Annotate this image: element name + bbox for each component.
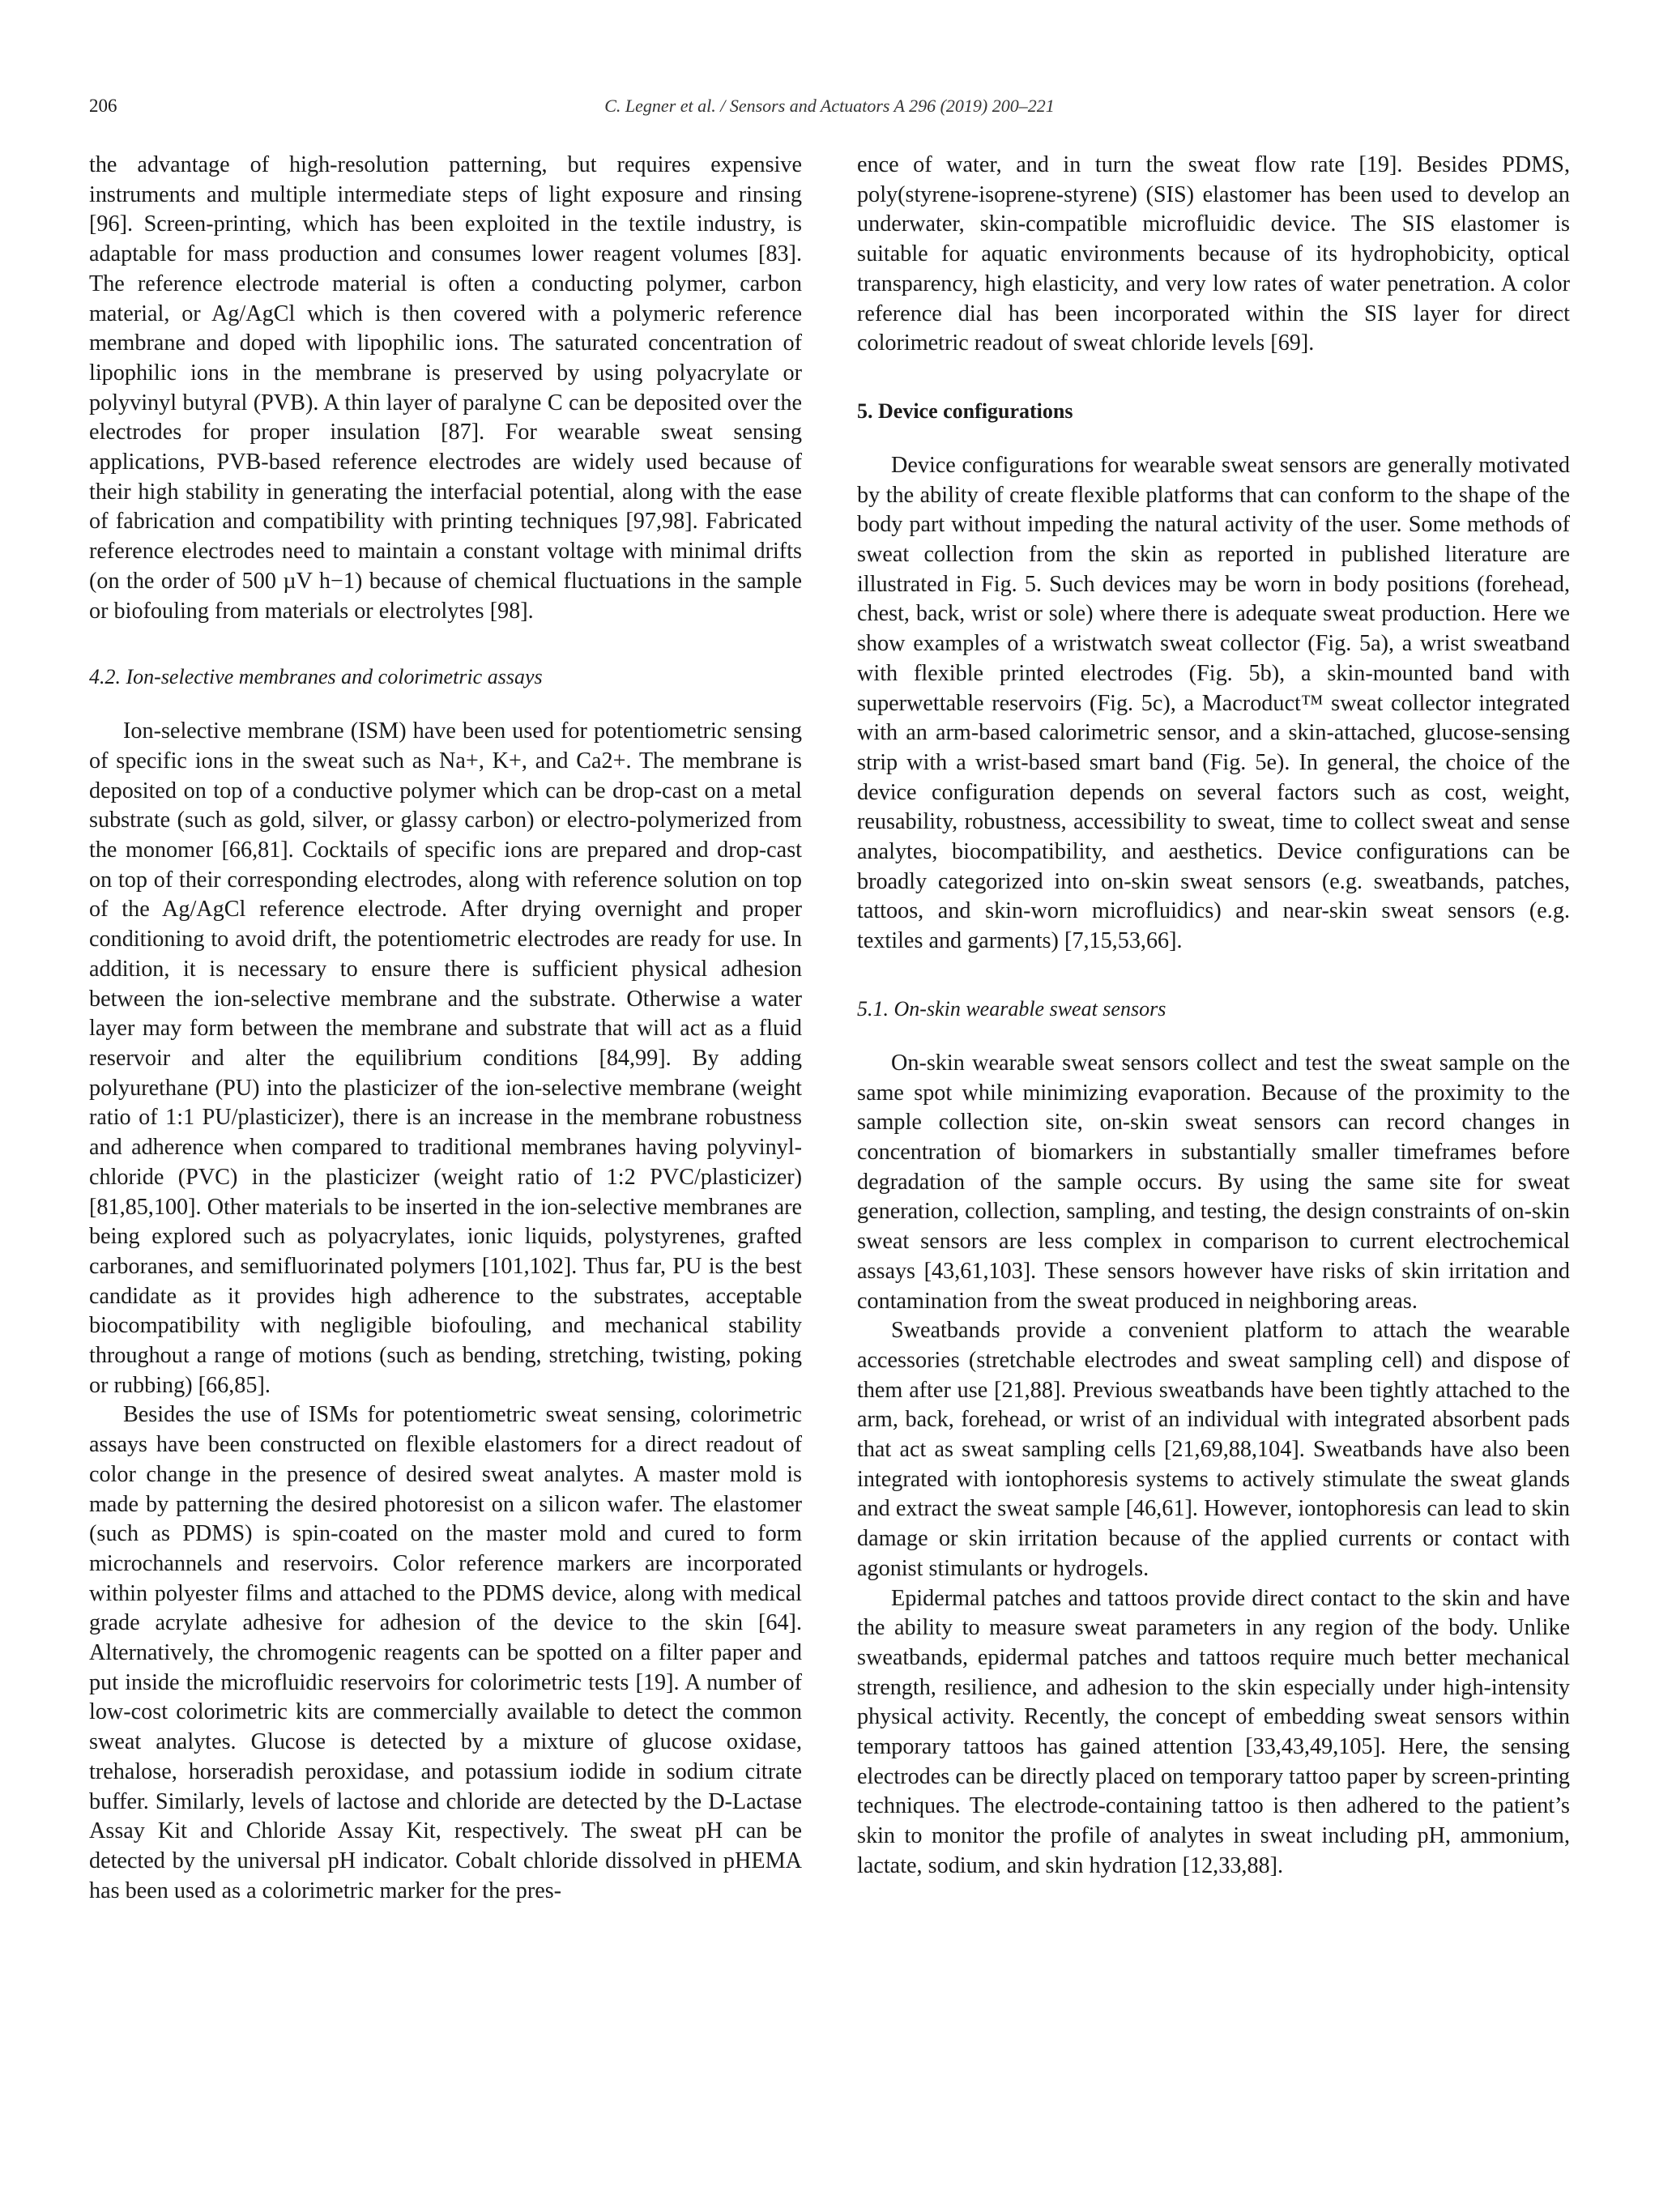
right-paragraph-4: Sweatbands provide a convenient platform to attach the wearable accessories (stretchable electrodes and sweat sampling cell) and dispose of them after use [21,88]. Previous sweatbands have been tightly attached to the arm, back, forehead, or wrist of an individual with integrated absorbent pads that act as sweat sampling cells [21,69,88,104]. Sweatbands have also been integrated with iontophoresis systems to actively stimulate the sweat glands and extract the sweat sample [46,61]. However, iontophoresis can lead to skin damage or skin irritation because of the applied currents or contact with agonist stimulants or hydrogels. [857,1318,1570,1581]
right-column [857,151,1570,1882]
page-number: 206 [89,96,117,116]
page-header [0,96,1659,131]
section-heading-5: 5. Device configurations [857,399,1073,423]
left-paragraph-2: Ion-selective membrane (ISM) have been used for potentiometric sensing of specific ions in the sweat such as Na+, K+, and Ca2+. The membrane is deposited on top of a conductive polymer which can be drop-cast on a metal substrate (such as gold, silver, or glassy carbon) or electro-polymerized from the monomer [66,81]. Cocktails of specific ions are prepared and drop-cast on top of their corresponding electrodes, along with reference solution on top of the Ag/AgCl reference electrode. After drying overnight and proper conditioning to avoid drift, the potentiometric electrodes are ready for use. In addition, it is necessary to ensure there is sufficient physical adhesion between the ion-selective membrane and the substrate. Otherwise a water layer may form between the membrane and substrate that will act as a fluid reservoir and alter the equilibrium conditions [84,99]. By adding polyurethane (PU) into the plasticizer of the ion-selective membrane (weight ratio of 1:1 PU/plasticizer), there is an increase in the membrane robustness and adherence when compared to traditional membranes having polyvinyl-chloride (PVC) in the plasticizer (weight ratio of 1:2 PVC/plasticizer) [81,85,100]. Other materials to be inserted in the ion-selective membranes are being explored such as polyacrylates, ionic liquids, polystyrenes, grafted carboranes, and semifluorinated polymers [101,102]. Thus far, PU is the best candidate as it provides high adherence to the substrates, acceptable biocompatibility with negligible biofouling, and mechanical stability throughout a range of motions (such as bending, stretching, twisting, poking or rubbing) [66,85]. [89,718,802,1398]
left-paragraph-1: the advantage of high-resolution patterning, but requires expensive instruments and multiple intermediate steps of light exposure and rinsing [96]. Screen-printing, which has been exploited in the textile industry, is adaptable for mass production and consumes lower reagent volumes [83]. The reference electrode material is often a conducting polymer, carbon material, or Ag/AgCl which is then covered with a polymeric reference membrane and doped with lipophilic ions. The saturated concentration of lipophilic ions in the membrane is preserved by using polyacrylate or polyvinyl butyral (PVB). A thin layer of paralyne C can be deposited over the electrodes for proper insulation [87]. For wearable sweat sensing applications, PVB-based reference electrodes are widely used because of their high stability in generating the interfacial potential, along with the ease of fabrication and compatibility with printing techniques [97,98]. Fabricated reference electrodes need to maintain a constant voltage with minimal drifts (on the order of 500 µV h−1) because of chemical fluctuations in the sample or biofouling from materials or electrolytes [98]. [89,152,802,624]
left-column [89,151,802,1906]
running-title: C. Legner et al. / Sensors and Actuators A 296 (2019) 200–221 [604,96,1055,116]
subsection-heading-5-1: 5.1. On-skin wearable sweat sensors [857,996,1166,1021]
right-paragraph-3: On-skin wearable sweat sensors collect and test the sweat sample on the same spot while minimizing evaporation. Because of the proximity to the sample collection site, on-skin sweat sensors can record changes in concentration of biomarkers in substantially smaller timeframes before degradation of the sample occurs. By using the same site for sweat generation, collection, sampling, and testing, the design constraints of on-skin sweat sensors are less complex in comparison to current electrochemical assays [43,61,103]. These sensors however have risks of skin irritation and contamination from the sweat produced in neighboring areas. [857,1050,1570,1314]
right-paragraph-5: Epidermal patches and tattoos provide direct contact to the skin and have the ability to measure sweat parameters in any region of the body. Unlike sweatbands, epidermal patches and tattoos require much better mechanical strength, resilience, and adhesion to the skin especially under high-intensity physical activity. Recently, the concept of embedding sweat sensors within temporary tattoos has gained attention [33,43,49,105]. Here, the sensing electrodes can be directly placed on temporary tattoo paper by screen-printing techniques. The electrode-containing tattoo is then adhered to the patient’s skin to monitor the profile of analytes in sweat including pH, ammonium, lactate, sodium, and skin hydration [12,33,88]. [857,1585,1570,1878]
right-paragraph-1: ence of water, and in turn the sweat flow rate [19]. Besides PDMS, poly(styrene-isoprene-styrene) (SIS) elastomer has been used to develop an underwater, skin-compatible microfluidic device. The SIS elastomer is suitable for aquatic environments because of its hydrophobicity, optical transparency, high elasticity, and very low rates of water penetration. A color reference dial has been incorporated within the SIS layer for direct colorimetric readout of sweat chloride levels [69]. [857,152,1570,356]
right-paragraph-2: Device configurations for wearable sweat sensors are generally motivated by the ability of create flexible platforms that can conform to the shape of the body part without impeding the natural activity of the user. Some methods of sweat collection from the skin as reported in published literature are illustrated in Fig. 5. Such devices may be worn in body positions (forehead, chest, back, wrist or sole) where there is adequate sweat production. Here we show examples of a wristwatch sweat collector (Fig. 5a), a wrist sweatband with flexible printed electrodes (Fig. 5b), a skin-mounted band with superwettable reservoirs (Fig. 5c), a Macroduct™ sweat collector integrated with an arm-based calorimetric sensor, and a skin-attached, glucose-sensing strip with a wrist-based smart band (Fig. 5e). In general, the choice of the device configuration depends on several factors such as cost, weight, reusability, robustness, accessibility to sweat, time to collect sweat and sense analytes, biocompatibility, and aesthetics. Device configurations can be broadly categorized into on-skin sweat sensors (e.g. sweatbands, patches, tattoos, and skin-worn microfluidics) and near-skin sweat sensors (e.g. textiles and garments) [7,15,53,66]. [857,452,1570,954]
left-paragraph-3: Besides the use of ISMs for potentiometric sweat sensing, colorimetric assays have been constructed on flexible elastomers for a direct readout of color change in the presence of desired sweat analytes. A master mold is made by patterning the desired photoresist on a silicon wafer. The elastomer (such as PDMS) is spin-coated on the master mold and cured to form microchannels and reservoirs. Color reference markers are incorporated within polyester films and attached to the PDMS device, along with medical grade acrylate adhesive for adhesion of the device to the skin [64]. Alternatively, the chromogenic reagents can be spotted on a filter paper and put inside the microfluidic reservoirs for colorimetric tests [19]. A number of low-cost colorimetric kits are commercially available to detect the common sweat analytes. Glucose is detected by a mixture of glucose oxidase, trehalose, horseradish peroxidase, and potassium iodide in sodium citrate buffer. Similarly, levels of lactose and chloride are detected by the D-Lactase Assay Kit and Chloride Assay Kit, respectively. The sweat pH can be detected by the universal pH indicator. Cobalt chloride dissolved in pHEMA has been used as a colorimetric marker for the pres- [89,1402,802,1903]
subsection-heading-4-2: 4.2. Ion-selective membranes and colorimetric assays [89,665,543,689]
